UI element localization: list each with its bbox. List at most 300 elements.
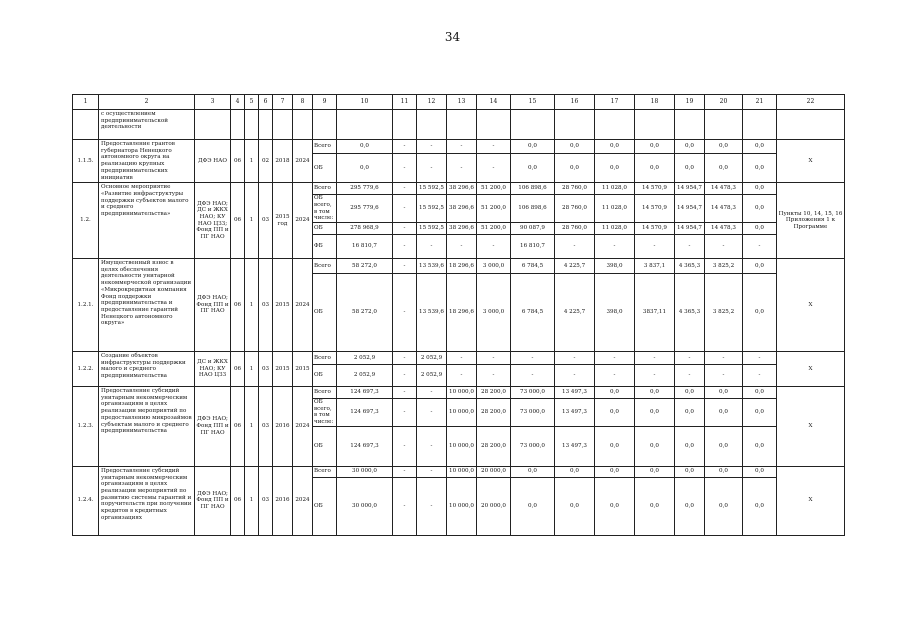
column-header: 5 xyxy=(245,95,259,110)
row-number xyxy=(73,110,99,140)
empty-cell xyxy=(293,110,313,140)
start-year: 2015 xyxy=(273,259,293,352)
amount-cell: 0,0 xyxy=(675,426,705,466)
table-row xyxy=(73,140,845,154)
activity-name: Создание объектов инфраструктуры поддержки малого и среднего предпринимательства xyxy=(99,352,195,387)
end-year: 2015 xyxy=(293,352,313,387)
amount-cell: 0,0 xyxy=(743,387,777,399)
executor: ДФЭ НАО xyxy=(195,140,231,183)
activity-name: Предоставление грантов губернатора Ненецкого автономного округа на реализацию крупных предпринимательских инициатив xyxy=(99,140,195,183)
activity-name: Предоставление субсидий унитарным некоммерческим организациям в целях реализации мероприятий по развитию системы гарантий и поручительств при получении кредитов в кредитных организациях xyxy=(99,466,195,535)
amount-cell: - xyxy=(447,365,477,387)
amount-cell: - xyxy=(477,365,511,387)
table-row xyxy=(73,183,845,195)
amount-cell: 2 052,9 xyxy=(337,365,393,387)
funding-source: ФБ xyxy=(313,235,337,259)
start-year: 2015 xyxy=(273,352,293,387)
start-year: 2016 xyxy=(273,387,293,467)
start-year: 2015 год xyxy=(273,183,293,259)
amount-cell: 0,0 xyxy=(337,154,393,183)
code-pp: 1 xyxy=(245,259,259,352)
amount-cell: 15 592,5 xyxy=(417,195,447,223)
amount-cell: 0,0 xyxy=(511,466,555,477)
funding-source: ОБ всего, в том числе: xyxy=(313,195,337,223)
amount-cell: 124 697,3 xyxy=(337,387,393,399)
funding-source: Всего xyxy=(313,183,337,195)
amount-cell: - xyxy=(477,154,511,183)
amount-cell: 30 000,0 xyxy=(337,477,393,535)
amount-cell: - xyxy=(393,154,417,183)
funding-source: ОБ xyxy=(313,365,337,387)
code-om: 03 xyxy=(259,183,273,259)
amount-cell: - xyxy=(417,477,447,535)
amount-cell: 73 000,0 xyxy=(511,399,555,427)
code-gp: 06 xyxy=(231,352,245,387)
amount-cell: 14 954,7 xyxy=(675,183,705,195)
amount-cell: 15 592,5 xyxy=(417,223,447,235)
column-header: 16 xyxy=(555,95,595,110)
code-gp: 06 xyxy=(231,466,245,535)
amount-cell: 3837,11 xyxy=(635,274,675,352)
amount-cell: 0,0 xyxy=(555,477,595,535)
amount-cell: 2 052,9 xyxy=(337,352,393,365)
amount-cell: 0,0 xyxy=(743,259,777,274)
empty-cell xyxy=(595,110,635,140)
end-year: 2024 xyxy=(293,259,313,352)
amount-cell: 11 028,0 xyxy=(595,183,635,195)
amount-cell: 10 000,0 xyxy=(447,387,477,399)
amount-cell: 0,0 xyxy=(595,477,635,535)
amount-cell: - xyxy=(555,352,595,365)
table-row xyxy=(73,387,845,399)
column-header: 21 xyxy=(743,95,777,110)
code-gp: 06 xyxy=(231,183,245,259)
amount-cell: 0,0 xyxy=(555,154,595,183)
amount-cell: 0,0 xyxy=(675,154,705,183)
amount-cell: 0,0 xyxy=(705,466,743,477)
amount-cell: - xyxy=(675,365,705,387)
amount-cell: - xyxy=(743,352,777,365)
amount-cell: 0,0 xyxy=(705,387,743,399)
amount-cell: 0,0 xyxy=(743,140,777,154)
amount-cell: - xyxy=(393,274,417,352)
amount-cell: 10 000,0 xyxy=(447,426,477,466)
amount-cell: 0,0 xyxy=(743,154,777,183)
amount-cell: - xyxy=(635,352,675,365)
amount-cell: - xyxy=(447,352,477,365)
empty-cell xyxy=(313,110,337,140)
amount-cell: - xyxy=(477,352,511,365)
amount-cell: 4 365,3 xyxy=(675,259,705,274)
amount-cell: - xyxy=(393,365,417,387)
empty-cell xyxy=(705,110,743,140)
column-header: 1 xyxy=(73,95,99,110)
funding-source: ОБ xyxy=(313,426,337,466)
amount-cell: 3 000,0 xyxy=(477,274,511,352)
amount-cell: - xyxy=(393,352,417,365)
executor: ДФЭ НАО; Фонд ПП и ПГ НАО xyxy=(195,466,231,535)
executor: ДФЭ НАО; ДС и ЖКХ НАО; КУ НАО ЦЗЗ; Фонд ПП и ПГ НАО xyxy=(195,183,231,259)
amount-cell: 51 200,0 xyxy=(477,195,511,223)
amount-cell: 14 570,9 xyxy=(635,183,675,195)
amount-cell: 15 592,5 xyxy=(417,183,447,195)
activity-number: 1.2.2. xyxy=(73,352,99,387)
amount-cell: 0,0 xyxy=(743,426,777,466)
amount-cell: 278 968,9 xyxy=(337,223,393,235)
code-om: 02 xyxy=(259,140,273,183)
amount-cell: 30 000,0 xyxy=(337,466,393,477)
executor: ДФЭ НАО; Фонд ПП и ПГ НАО xyxy=(195,387,231,467)
amount-cell: 90 087,9 xyxy=(511,223,555,235)
amount-cell: 0,0 xyxy=(511,154,555,183)
amount-cell: 20 000,0 xyxy=(477,477,511,535)
empty-cell xyxy=(259,110,273,140)
amount-cell: - xyxy=(675,235,705,259)
note: Пункты 10, 14, 15, 16 Приложения 1 к Программе xyxy=(777,183,845,259)
amount-cell: - xyxy=(447,235,477,259)
column-header: 9 xyxy=(313,95,337,110)
amount-cell: 73 000,0 xyxy=(511,387,555,399)
activity-number: 1.2.3. xyxy=(73,387,99,467)
amount-cell: - xyxy=(511,352,555,365)
amount-cell: 0,0 xyxy=(511,477,555,535)
empty-cell xyxy=(231,110,245,140)
amount-cell: - xyxy=(595,235,635,259)
column-header: 11 xyxy=(393,95,417,110)
amount-cell: - xyxy=(511,365,555,387)
code-pp: 1 xyxy=(245,140,259,183)
code-om: 03 xyxy=(259,352,273,387)
empty-cell xyxy=(477,110,511,140)
amount-cell: 38 296,6 xyxy=(447,223,477,235)
end-year: 2024 xyxy=(293,387,313,467)
amount-cell: 14 954,7 xyxy=(675,195,705,223)
code-pp: 1 xyxy=(245,387,259,467)
code-gp: 06 xyxy=(231,387,245,467)
amount-cell: 0,0 xyxy=(743,477,777,535)
amount-cell: 13 497,3 xyxy=(555,426,595,466)
amount-cell: 0,0 xyxy=(635,466,675,477)
column-header: 3 xyxy=(195,95,231,110)
amount-cell: 51 200,0 xyxy=(477,223,511,235)
amount-cell: - xyxy=(393,223,417,235)
amount-cell: 4 365,3 xyxy=(675,274,705,352)
amount-cell: - xyxy=(477,235,511,259)
empty-cell xyxy=(417,110,447,140)
code-pp: 1 xyxy=(245,183,259,259)
amount-cell: 0,0 xyxy=(705,477,743,535)
amount-cell: 14 478,3 xyxy=(705,223,743,235)
amount-cell: 0,0 xyxy=(743,274,777,352)
funding-source: Всего xyxy=(313,387,337,399)
amount-cell: 3 837,1 xyxy=(635,259,675,274)
start-year: 2018 xyxy=(273,140,293,183)
amount-cell: 2 052,9 xyxy=(417,365,447,387)
amount-cell: 16 810,7 xyxy=(511,235,555,259)
amount-cell: 18 296,6 xyxy=(447,259,477,274)
amount-cell: 14 954,7 xyxy=(675,223,705,235)
amount-cell: 0,0 xyxy=(743,466,777,477)
amount-cell: 0,0 xyxy=(595,140,635,154)
amount-cell: - xyxy=(705,365,743,387)
column-header: 6 xyxy=(259,95,273,110)
amount-cell: - xyxy=(393,235,417,259)
page-number: 34 xyxy=(444,30,461,44)
executor: ДС и ЖКХ НАО; КУ НАО ЦЗЗ xyxy=(195,352,231,387)
amount-cell: 0,0 xyxy=(743,223,777,235)
amount-cell: - xyxy=(393,426,417,466)
amount-cell: 124 697,3 xyxy=(337,426,393,466)
amount-cell: 11 028,0 xyxy=(595,195,635,223)
funding-source: ОБ всего, в том числе: xyxy=(313,399,337,427)
amount-cell: 14 570,9 xyxy=(635,223,675,235)
column-header: 13 xyxy=(447,95,477,110)
amount-cell: - xyxy=(635,365,675,387)
amount-cell: 28 200,0 xyxy=(477,387,511,399)
code-om: 03 xyxy=(259,259,273,352)
code-om: 03 xyxy=(259,387,273,467)
amount-cell: 0,0 xyxy=(705,154,743,183)
amount-cell: 14 570,9 xyxy=(635,195,675,223)
activity-number: 1.2. xyxy=(73,183,99,259)
amount-cell: 51 200,0 xyxy=(477,183,511,195)
column-header: 12 xyxy=(417,95,447,110)
end-year: 2024 xyxy=(293,466,313,535)
empty-cell xyxy=(635,110,675,140)
amount-cell: 106 898,6 xyxy=(511,183,555,195)
code-pp: 1 xyxy=(245,466,259,535)
amount-cell: 295 779,6 xyxy=(337,195,393,223)
amount-cell: - xyxy=(417,387,447,399)
column-header: 22 xyxy=(777,95,845,110)
amount-cell: 4 225,7 xyxy=(555,259,595,274)
end-year: 2024 xyxy=(293,183,313,259)
amount-cell: 16 810,7 xyxy=(337,235,393,259)
end-year: 2024 xyxy=(293,140,313,183)
note: Х xyxy=(777,387,845,467)
empty-cell xyxy=(245,110,259,140)
amount-cell: 124 697,3 xyxy=(337,399,393,427)
activity-number: 1.2.1. xyxy=(73,259,99,352)
amount-cell: 0,0 xyxy=(595,466,635,477)
amount-cell: 10 000,0 xyxy=(447,399,477,427)
column-header: 20 xyxy=(705,95,743,110)
amount-cell: - xyxy=(417,154,447,183)
amount-cell: - xyxy=(417,466,447,477)
amount-cell: 13 497,3 xyxy=(555,399,595,427)
amount-cell: - xyxy=(635,235,675,259)
amount-cell: 13 539,6 xyxy=(417,259,447,274)
amount-cell: 28 760,0 xyxy=(555,195,595,223)
funding-source: Всего xyxy=(313,259,337,274)
table-row xyxy=(73,466,845,477)
column-header: 14 xyxy=(477,95,511,110)
column-header: 17 xyxy=(595,95,635,110)
amount-cell: - xyxy=(447,140,477,154)
amount-cell: - xyxy=(743,365,777,387)
amount-cell: 28 200,0 xyxy=(477,426,511,466)
amount-cell: - xyxy=(595,365,635,387)
amount-cell: 28 760,0 xyxy=(555,223,595,235)
column-header: 2 xyxy=(99,95,195,110)
amount-cell: - xyxy=(393,140,417,154)
amount-cell: 0,0 xyxy=(511,140,555,154)
amount-cell: 6 784,5 xyxy=(511,259,555,274)
program-finance-table xyxy=(72,94,845,536)
empty-cell xyxy=(675,110,705,140)
amount-cell: 0,0 xyxy=(675,466,705,477)
funding-source: ОБ xyxy=(313,274,337,352)
amount-cell: 0,0 xyxy=(675,399,705,427)
code-pp: 1 xyxy=(245,352,259,387)
amount-cell: - xyxy=(705,352,743,365)
amount-cell: 10 000,0 xyxy=(447,466,477,477)
activity-number: 1.2.4. xyxy=(73,466,99,535)
funding-source: ОБ xyxy=(313,223,337,235)
amount-cell: 398,0 xyxy=(595,274,635,352)
note: Х xyxy=(777,259,845,352)
amount-cell: 13 539,6 xyxy=(417,274,447,352)
column-header: 7 xyxy=(273,95,293,110)
amount-cell: 0,0 xyxy=(635,399,675,427)
column-header: 8 xyxy=(293,95,313,110)
funding-source: ОБ xyxy=(313,477,337,535)
amount-cell: 10 000,0 xyxy=(447,477,477,535)
amount-cell: 0,0 xyxy=(635,154,675,183)
column-header: 18 xyxy=(635,95,675,110)
carry-over-row xyxy=(73,110,845,140)
column-header: 4 xyxy=(231,95,245,110)
amount-cell: 0,0 xyxy=(595,426,635,466)
amount-cell: 0,0 xyxy=(743,399,777,427)
table-row xyxy=(73,259,845,274)
amount-cell: 6 784,5 xyxy=(511,274,555,352)
amount-cell: 3 000,0 xyxy=(477,259,511,274)
amount-cell: - xyxy=(417,140,447,154)
amount-cell: - xyxy=(705,235,743,259)
amount-cell: - xyxy=(417,426,447,466)
funding-source: Всего xyxy=(313,352,337,365)
amount-cell: 0,0 xyxy=(595,387,635,399)
note: Х xyxy=(777,466,845,535)
activity-name: Предоставление субсидий унитарным некоммерческим организациям в целях реализации мероприятий по предоставлению микрозаймов субъектам малого и среднего предпринимательства xyxy=(99,387,195,467)
amount-cell: 0,0 xyxy=(705,140,743,154)
amount-cell: 58 272,0 xyxy=(337,274,393,352)
amount-cell: - xyxy=(743,235,777,259)
amount-cell: 38 296,6 xyxy=(447,195,477,223)
amount-cell: 0,0 xyxy=(595,399,635,427)
amount-cell: - xyxy=(393,183,417,195)
funding-source: ОБ xyxy=(313,154,337,183)
amount-cell: 0,0 xyxy=(635,387,675,399)
amount-cell: 0,0 xyxy=(705,426,743,466)
amount-cell: 0,0 xyxy=(555,140,595,154)
empty-cell xyxy=(555,110,595,140)
amount-cell: 14 478,3 xyxy=(705,195,743,223)
amount-cell: - xyxy=(675,352,705,365)
funding-source: Всего xyxy=(313,466,337,477)
note: Х xyxy=(777,140,845,183)
note: Х xyxy=(777,352,845,387)
amount-cell: 28 200,0 xyxy=(477,399,511,427)
amount-cell: 0,0 xyxy=(555,466,595,477)
amount-cell: 73 000,0 xyxy=(511,426,555,466)
column-header: 19 xyxy=(675,95,705,110)
amount-cell: - xyxy=(417,399,447,427)
amount-cell: 13 497,3 xyxy=(555,387,595,399)
amount-cell: - xyxy=(477,140,511,154)
amount-cell: 2 052,9 xyxy=(417,352,447,365)
amount-cell: - xyxy=(555,235,595,259)
activity-name: Основное мероприятие «Развитие инфраструктуры поддержки субъектов малого и среднего предпринимательства» xyxy=(99,183,195,259)
amount-cell: 28 760,0 xyxy=(555,183,595,195)
empty-cell xyxy=(273,110,293,140)
empty-cell xyxy=(195,110,231,140)
amount-cell: 3 825,2 xyxy=(705,274,743,352)
amount-cell: - xyxy=(393,387,417,399)
amount-cell: 0,0 xyxy=(675,477,705,535)
amount-cell: - xyxy=(447,154,477,183)
column-header: 15 xyxy=(511,95,555,110)
amount-cell: 4 225,7 xyxy=(555,274,595,352)
amount-cell: 0,0 xyxy=(635,426,675,466)
amount-cell: 0,0 xyxy=(743,195,777,223)
amount-cell: 18 296,6 xyxy=(447,274,477,352)
amount-cell: - xyxy=(555,365,595,387)
amount-cell: 0,0 xyxy=(705,399,743,427)
amount-cell: 295 779,6 xyxy=(337,183,393,195)
executor: ДФЭ НАО; Фонд ПП и ПГ НАО xyxy=(195,259,231,352)
amount-cell: - xyxy=(393,399,417,427)
empty-cell xyxy=(337,110,393,140)
amount-cell: - xyxy=(393,195,417,223)
empty-cell xyxy=(743,110,777,140)
empty-cell xyxy=(393,110,417,140)
amount-cell: 20 000,0 xyxy=(477,466,511,477)
amount-cell: 106 898,6 xyxy=(511,195,555,223)
start-year: 2016 xyxy=(273,466,293,535)
amount-cell: 0,0 xyxy=(743,183,777,195)
code-gp: 06 xyxy=(231,259,245,352)
amount-cell: - xyxy=(393,466,417,477)
table-row xyxy=(73,352,845,365)
empty-cell xyxy=(511,110,555,140)
empty-cell xyxy=(777,110,845,140)
empty-cell xyxy=(447,110,477,140)
amount-cell: - xyxy=(595,352,635,365)
amount-cell: 0,0 xyxy=(635,140,675,154)
amount-cell: - xyxy=(417,235,447,259)
amount-cell: 0,0 xyxy=(675,387,705,399)
amount-cell: 58 272,0 xyxy=(337,259,393,274)
amount-cell: 14 478,3 xyxy=(705,183,743,195)
activity-number: 1.1.5. xyxy=(73,140,99,183)
header-row xyxy=(73,95,845,110)
code-om: 03 xyxy=(259,466,273,535)
amount-cell: - xyxy=(393,259,417,274)
amount-cell: 0,0 xyxy=(595,154,635,183)
amount-cell: 0,0 xyxy=(675,140,705,154)
funding-source: Всего xyxy=(313,140,337,154)
amount-cell: - xyxy=(393,477,417,535)
amount-cell: 3 825,2 xyxy=(705,259,743,274)
amount-cell: 38 296,6 xyxy=(447,183,477,195)
activity-name: с осуществлением предпринимательской деятельности xyxy=(99,110,195,140)
column-header: 10 xyxy=(337,95,393,110)
amount-cell: 11 028,0 xyxy=(595,223,635,235)
amount-cell: 398,0 xyxy=(595,259,635,274)
amount-cell: 0,0 xyxy=(337,140,393,154)
